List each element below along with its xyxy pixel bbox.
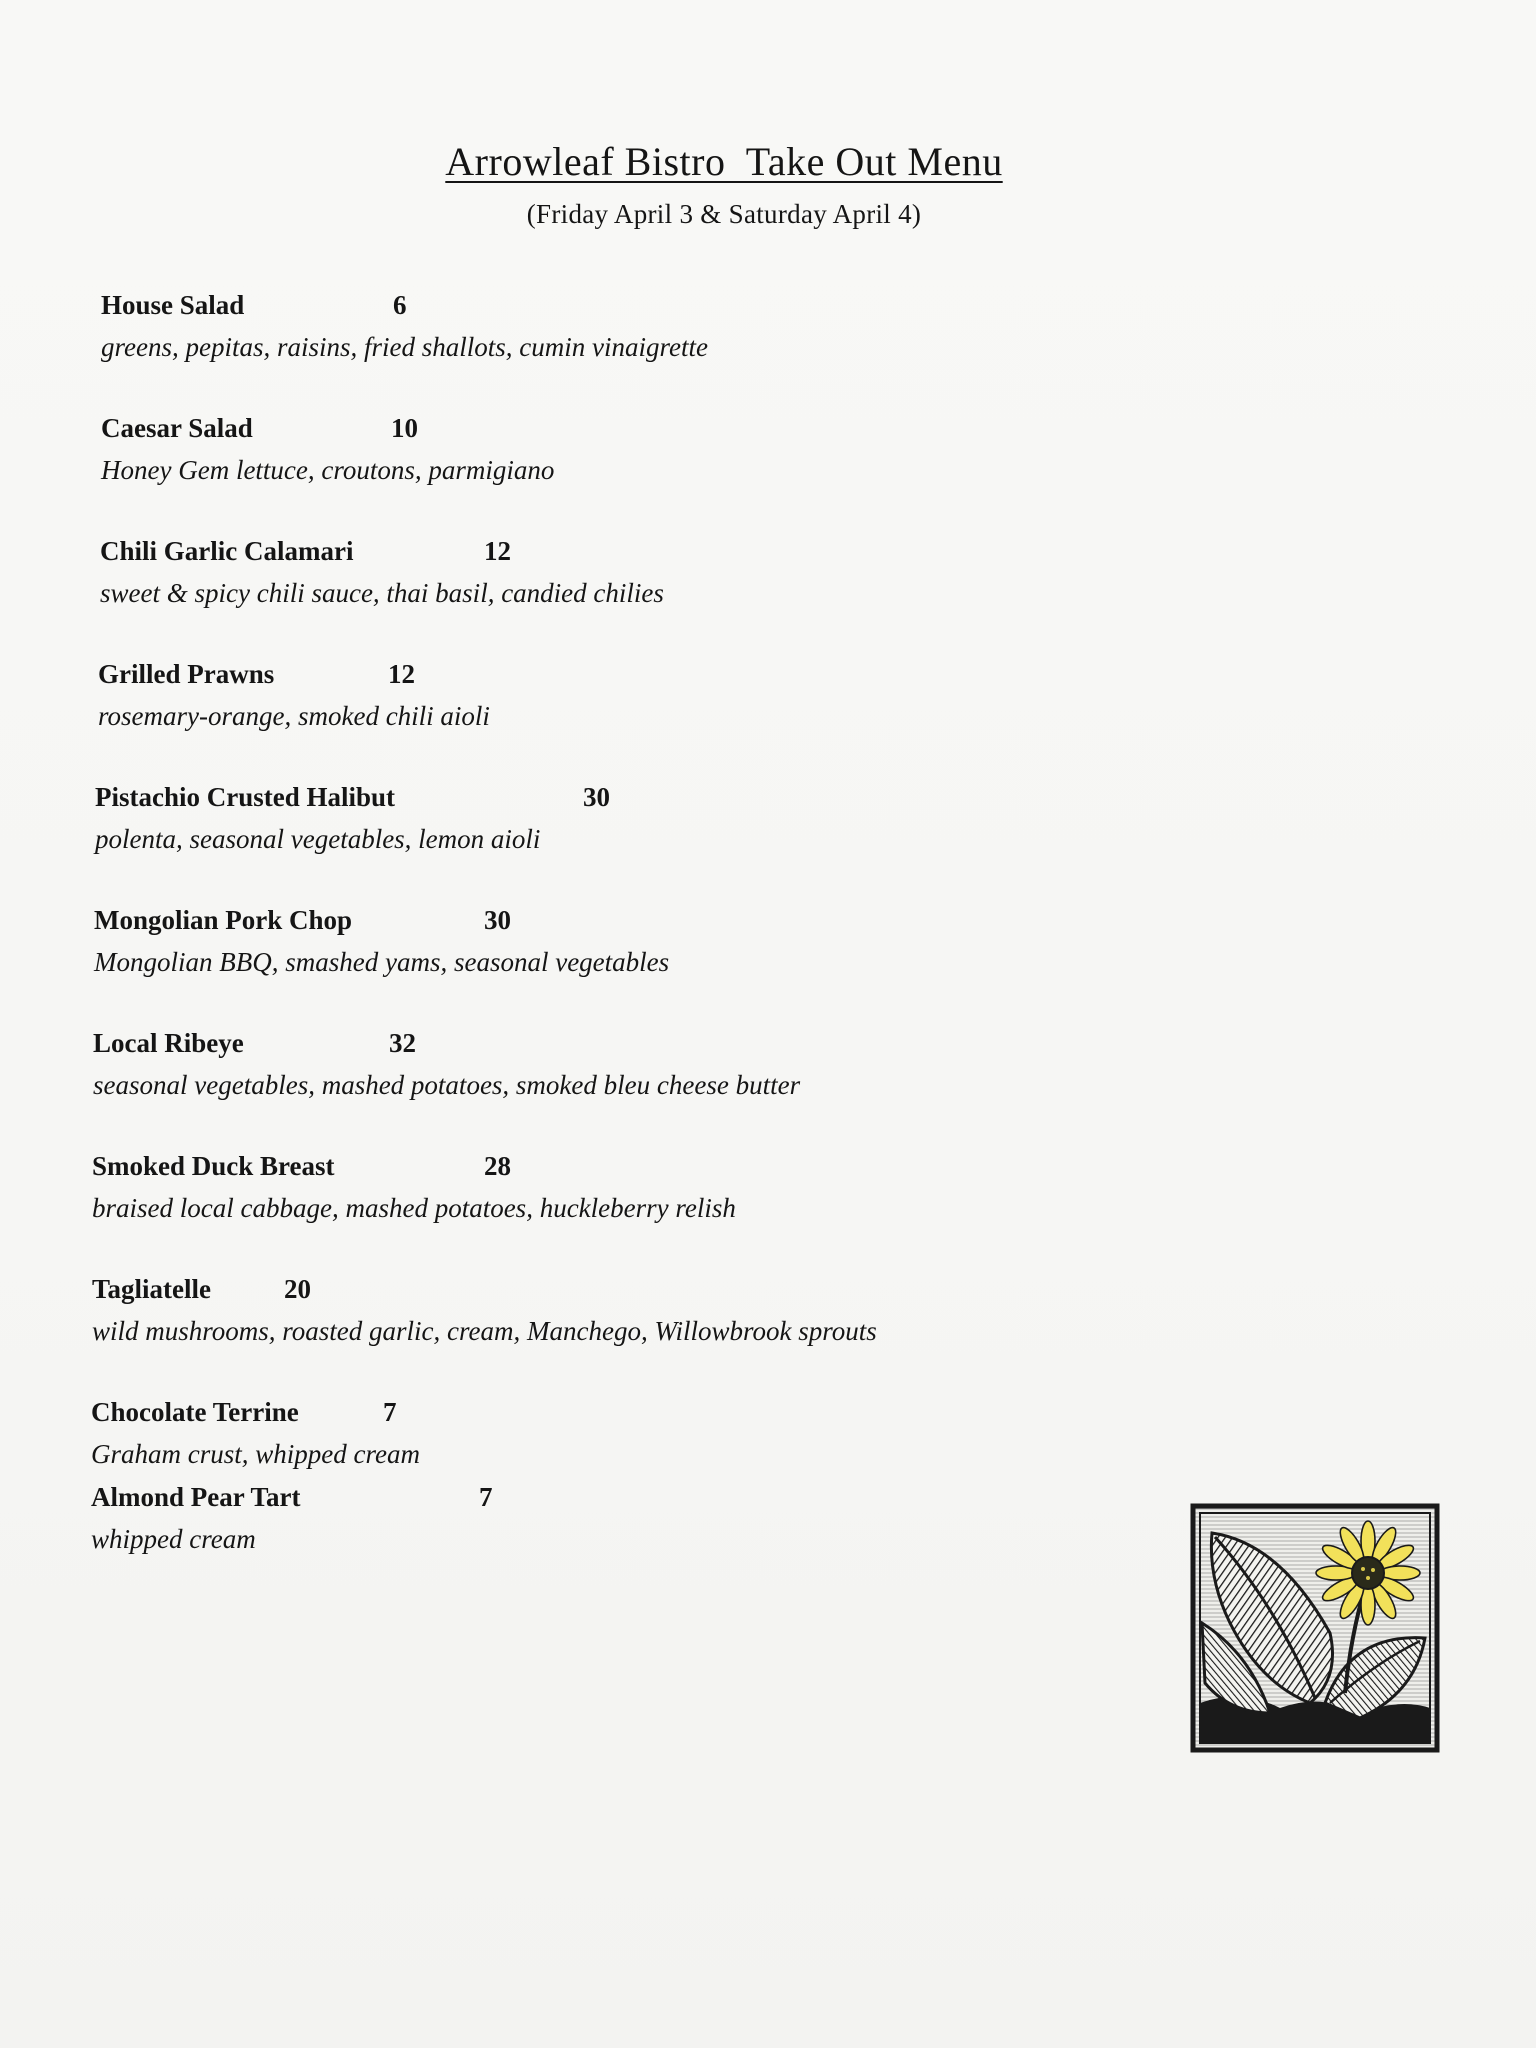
menu-item-house-salad [101, 290, 1198, 413]
item-price: 10 [391, 413, 418, 443]
menu-item-chocolate-terrine [91, 1397, 1198, 1482]
menu-item-grilled-prawns [98, 659, 1198, 782]
item-description: Graham crust, whipped cream [91, 1439, 420, 1469]
item-description: whipped cream [91, 1524, 256, 1554]
menu-item-pistachio-crusted-halibut [95, 782, 1198, 905]
item-name: Chocolate Terrine [91, 1397, 299, 1427]
item-description: greens, pepitas, raisins, fried shallots, cumin vinaigrette [101, 332, 708, 362]
item-price: 12 [388, 659, 415, 689]
arrowleaf-balsamroot-woodcut-icon [1190, 1503, 1440, 1753]
item-name: Caesar Salad [101, 413, 253, 443]
item-name: Mongolian Pork Chop [94, 905, 353, 935]
item-price: 28 [484, 1151, 511, 1181]
item-price: 30 [583, 782, 610, 812]
item-price: 6 [393, 290, 407, 320]
menu-item-smoked-duck-breast [92, 1151, 1198, 1274]
menu-item-caesar-salad [101, 413, 1198, 536]
item-description: seasonal vegetables, mashed potatoes, smoked bleu cheese butter [93, 1070, 801, 1100]
item-name: Almond Pear Tart [91, 1482, 301, 1512]
item-name: Pistachio Crusted Halibut [95, 782, 396, 812]
item-price: 7 [479, 1482, 493, 1512]
item-price: 12 [484, 536, 511, 566]
menu-item-chili-garlic-calamari [100, 536, 1198, 659]
menu-subtitle: (Friday April 3 & Saturday April 4) [526, 199, 922, 229]
item-description: sweet & spicy chili sauce, thai basil, candied chilies [100, 578, 664, 608]
item-name: Chili Garlic Calamari [100, 536, 354, 566]
item-price: 32 [389, 1028, 416, 1058]
item-name: Tagliatelle [92, 1274, 211, 1304]
item-description: braised local cabbage, mashed potatoes, huckleberry relish [92, 1193, 736, 1223]
item-description: Honey Gem lettuce, croutons, parmigiano [101, 455, 555, 485]
menu-item-mongolian-pork-chop [94, 905, 1198, 1028]
item-price: 7 [383, 1397, 397, 1427]
item-name: Smoked Duck Breast [92, 1151, 335, 1181]
item-name: Local Ribeye [93, 1028, 244, 1058]
menu-list [91, 290, 1198, 1567]
menu-item-almond-pear-tart [91, 1482, 1198, 1567]
item-price: 20 [284, 1274, 311, 1304]
item-description: rosemary-orange, smoked chili aioli [98, 701, 490, 731]
item-description: polenta, seasonal vegetables, lemon aioli [95, 824, 541, 854]
item-price: 30 [484, 905, 511, 935]
item-description: Mongolian BBQ, smashed yams, seasonal vegetables [94, 947, 670, 977]
menu-item-tagliatelle [92, 1274, 1198, 1397]
item-name: House Salad [101, 290, 245, 320]
menu-item-local-ribeye [93, 1028, 1198, 1151]
menu-title: Arrowleaf Bistro Take Out Menu [445, 139, 1003, 184]
menu-header [0, 138, 1448, 230]
item-name: Grilled Prawns [98, 659, 275, 689]
item-description: wild mushrooms, roasted garlic, cream, Manchego, Willowbrook sprouts [92, 1316, 877, 1346]
